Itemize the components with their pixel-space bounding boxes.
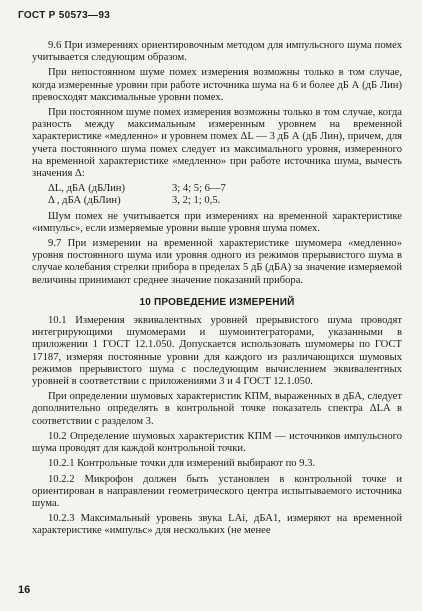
section-title: 10 ПРОВЕДЕНИЕ ИЗМЕРЕНИЙ bbox=[139, 296, 295, 308]
page-number: 16 bbox=[18, 584, 31, 596]
delta-row-2-values: 3, 2; 1; 0,5. bbox=[172, 195, 221, 207]
paragraph-10-2-1: 10.2.1 Контрольные точки для измерений выбирают по 9.3. bbox=[48, 458, 316, 470]
paragraph-9-6: 9.6 При измерениях ориентировочным методом для импульсного шума помех учитывается следующим образом. bbox=[32, 40, 402, 64]
delta-row-1 bbox=[32, 183, 402, 195]
paragraph-9-7: 9.7 При измерении на временной характеристике шумомера «медленно» уровня постоянного шума или уровня одного из режимов прерывистого шума в случае колебания стрелки прибора в пределах 5 дБ (дБА) за значение измеряемой величины принимают среднее значение показаний прибора. bbox=[32, 238, 402, 286]
paragraph-constant-noise: При постоянном шуме помех измерения возможны только в том случае, когда разность между максимальным измеренным уровнем на временной характеристике «медленно» и уровнем помех ΔL — 3 дБ А (дБ Лин), причем, для учета постоянного шума помех следует из максимального уровня, измеренного на временной характеристике «медленно» при работе источника шума, вычесть значения Δ: bbox=[32, 107, 402, 180]
paragraph-10-2-2: 10.2.2 Микрофон должен быть установлен в контрольной точке и ориентирован в направлении геометрического центра испытываемого источника шума. bbox=[32, 473, 402, 509]
paragraph-impulse-noise: Шум помех не учитывается при измерениях на временной характеристике «импульс», если измеряемые уровни выше уровня шума помех. bbox=[32, 210, 402, 234]
paragraph-kpm-spectrum: При определении шумовых характеристик КПМ, выраженных в дБА, следует дополнительно определять в контрольной точке показатель спектра ΔLA в соответствии с разделом 3. bbox=[32, 391, 402, 427]
delta-row-1-values: 3; 4; 5; 6—7 bbox=[172, 183, 226, 195]
paragraph-nonconstant-noise: При непостоянном шуме помех измерения возможны только в том случае, когда измеренные уровни при работе источника шума на 6 и более дБ А (дБ Лин) превосходят максимальные уровни помех. bbox=[32, 67, 402, 103]
paragraph-10-1: 10.1 Измерения эквивалентных уровней прерывистого шума проводят интегрирующими шумомерами и шумоинтеграторами, указанными в приложении 1 ГОСТ 12.1.050. Допускается использовать шумомеры по ГОСТ 17187, измеряя постоянные уровни для каждого из различающихся шумовых режимов прерывистого шума с последующим вычислением эквивалентных уровней в соответствии с приложениями 3 и 4 ГОСТ 12.1.050. bbox=[32, 315, 402, 388]
delta-row-2 bbox=[32, 195, 402, 207]
paragraph-10-2: 10.2 Определение шумовых характеристик КПМ — источников импульсного шума проводят для каждой контрольной точки. bbox=[32, 430, 402, 455]
document-body bbox=[32, 40, 402, 541]
delta-row-1-label: ΔL, дБА (дБЛин) bbox=[48, 183, 126, 195]
paragraph-10-2-3: 10.2.3 Максимальный уровень звука LAi, дБА1, измеряют на временной характеристике «импульс» для нескольких (не менее bbox=[32, 513, 402, 537]
document-header: ГОСТ Р 50573—93 bbox=[18, 10, 111, 21]
delta-row-2-label: Δ , дБА (дБЛин) bbox=[48, 195, 121, 207]
